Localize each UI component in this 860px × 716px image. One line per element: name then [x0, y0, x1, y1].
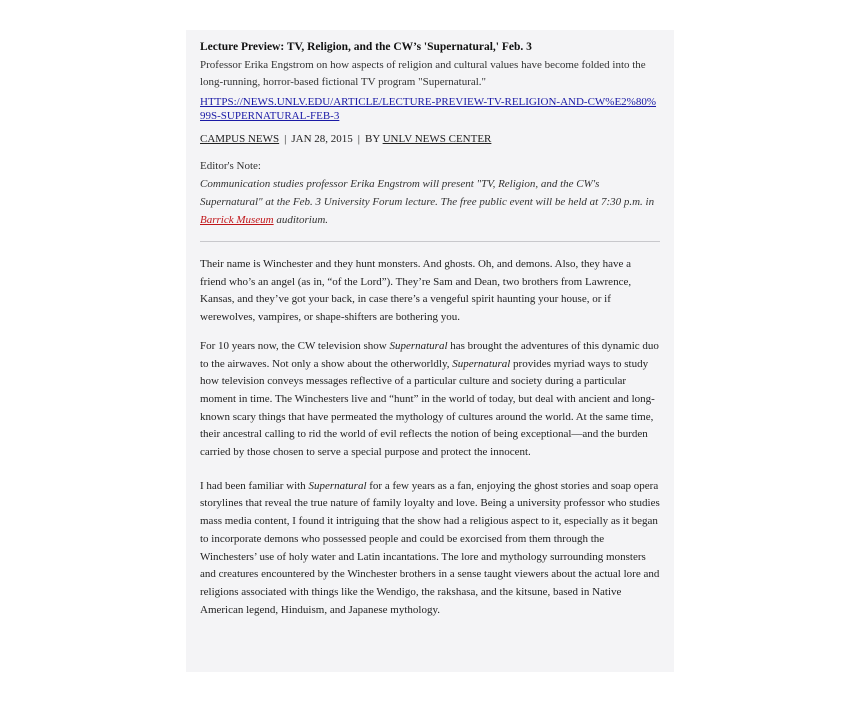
- article-content: [200, 40, 660, 630]
- body-paragraph-2: [200, 338, 660, 462]
- article-summary: Professor Erika Engstrom on how aspects of religion and cultural values have become folded into the long-running, horror-based fictional TV program "Supernatural.": [200, 59, 646, 88]
- document-page: [186, 30, 674, 672]
- by-label: BY: [364, 133, 380, 145]
- text-run: For 10 years now, the CW television show: [200, 339, 390, 352]
- italic-title: Supernatural: [389, 339, 448, 352]
- text-run: for a few years as a fan, enjoying the ghost stories and soap opera storylines that reveal the true nature of family loyalty and love. Being a university professor who studies mass media content, I found it intriguing that the show had a religious aspect to it, especially as it began to incorporate demons who possessed people and could be exorcised from them through the Winchesters’ use of holy water and Latin incantations. The lore and mythology surrounding monsters and creatures encountered by the Winchester brothers in a sense taught viewers about the actual lore and religions associated with things like the Wendigo, the rakshasa, and the kitsune, based in Native American legend, Hinduism, and Japanese mythology.: [200, 479, 660, 616]
- italic-title: Supernatural: [308, 479, 367, 492]
- editors-note-label: Editor's Note:: [200, 160, 261, 172]
- editors-note-text: Communication studies professor Erika Engstrom will present "TV, Religion, and the CW's Supernatural" at the Feb. 3 University Forum lecture. The free public event will be held at 7:30 p.m. in: [200, 178, 655, 208]
- author-link[interactable]: UNLV NEWS CENTER: [382, 133, 492, 145]
- editors-note-text-end: auditorium.: [273, 214, 329, 226]
- barrick-museum-link[interactable]: Barrick Museum: [200, 214, 274, 226]
- divider: [200, 241, 660, 242]
- meta-separator: |: [357, 133, 360, 145]
- body-paragraph-3: [200, 478, 660, 620]
- article-url-link[interactable]: HTTPS://NEWS.UNLV.EDU/ARTICLE/LECTURE-PREVIEW-TV-RELIGION-AND-CW%E2%80%99S-SUPERNATURAL-FEB-3: [200, 96, 657, 122]
- article-meta: [200, 132, 660, 146]
- body-paragraph-1: Their name is Winchester and they hunt monsters. And ghosts. Oh, and demons. Also, they have a friend who’s an angel (as in, “of the Lord”). They’re Sam and Dean, two brothers from Lawrence, Kansas, and they’ve got your back, in case there’s a vengeful spirit haunting your house, or if werewolves, vampires, or shape-shifters are bothering you.: [200, 258, 632, 324]
- article-title: Lecture Preview: TV, Religion, and the CW’s 'Supernatural,' Feb. 3: [200, 41, 532, 53]
- article-date: JAN 28, 2015: [291, 133, 353, 145]
- italic-title: Supernatural: [452, 357, 511, 370]
- text-run: provides myriad ways to study how television conveys messages reflective of a particular culture and society during a particular moment in time. The Winchesters live and “hunt” in the world of today, but deal with ancient and long-known scary things that have permeated the mythology of cultures around the world. At the same time, their ancestral calling to rid the world of evil reflects the notion of being exceptional—and the burden carried by those chosen to serve a special purpose and protect the innocent.: [200, 357, 655, 459]
- category-link[interactable]: CAMPUS NEWS: [200, 133, 280, 145]
- text-run: I had been familiar with: [200, 479, 309, 492]
- editors-note: [200, 175, 660, 229]
- meta-separator: |: [284, 133, 287, 145]
- text-run: has brought the adventures of this dynamic duo to the airwaves. Not only a show about the otherworldly,: [200, 339, 659, 370]
